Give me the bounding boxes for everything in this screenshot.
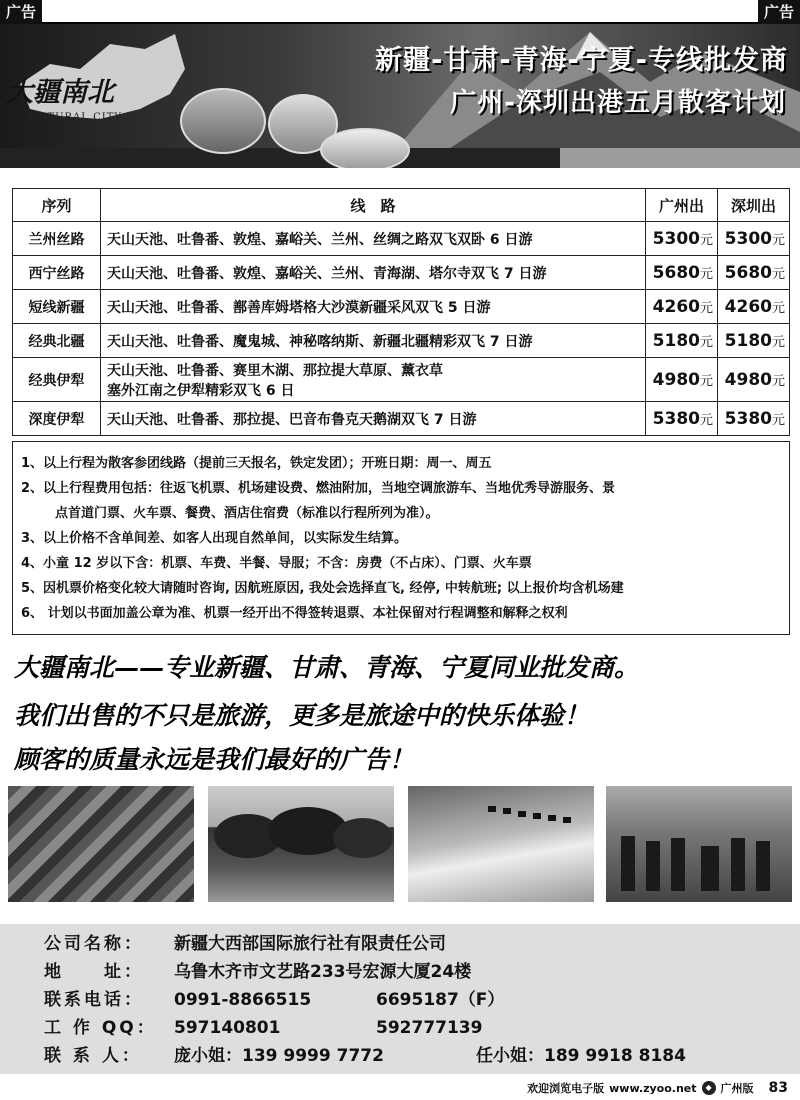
person-row: 联 系 人： 庞小姐：139 9999 7772 任小姐：189 9918 8184 (44, 1042, 800, 1070)
header-shenzhen: 深圳出 (718, 189, 790, 222)
price-shenzhen: 4260元 (718, 290, 790, 324)
header-guangzhou: 广州出 (646, 189, 718, 222)
qq-1: 597140801 (174, 1018, 281, 1038)
route-description: 天山天池、吐鲁番、敦煌、嘉峪关、兰州、青海湖、塔尔寺双飞 7 日游 (101, 256, 646, 290)
price-shenzhen: 5680元 (718, 256, 790, 290)
price-guangzhou: 5300元 (646, 222, 718, 256)
photo-strip (8, 786, 792, 906)
note-item: 6、 计划以书面加盖公章为准、机票一经开出不得签转退票、本社保留对行程调整和解释之权利 (21, 606, 568, 621)
ad-label-left: 广告 (0, 0, 42, 24)
headline-routes: 新疆-甘肃-青海-宁夏-专线批发商 (375, 45, 788, 76)
price-shenzhen: 4980元 (718, 358, 790, 402)
kebab-photo (8, 786, 194, 902)
route-name: 深度伊犁 (13, 402, 101, 436)
route-description: 天山天池、吐鲁番、赛里木湖、那拉提大草原、薰衣草 塞外江南之伊犁精彩双飞 6 日 (101, 358, 646, 402)
footer-site[interactable]: www.zyoo.net (609, 1081, 697, 1095)
header-route: 线 路 (101, 189, 646, 222)
route-name: 短线新疆 (13, 290, 101, 324)
slogan-quality: 顾客的质量永远是我们最好的广告！ (14, 745, 415, 774)
route-description: 天山天池、吐鲁番、敦煌、嘉峪关、兰州、丝绸之路双飞双卧 6 日游 (101, 222, 646, 256)
footer-welcome: 欢迎浏览电子版 (527, 1082, 605, 1095)
terms-notes (12, 441, 790, 635)
price-guangzhou: 4980元 (646, 358, 718, 402)
price-guangzhou: 5180元 (646, 324, 718, 358)
company-row: 公司名称： 新疆大西部国际旅行社有限责任公司 (44, 930, 800, 958)
price-shenzhen: 5180元 (718, 324, 790, 358)
address-row: 地 址： 乌鲁木齐市文艺路233号宏源大厦24楼 (44, 958, 800, 986)
route-description: 天山天池、吐鲁番、鄯善库姆塔格大沙漠新疆采风双飞 5 日游 (101, 290, 646, 324)
note-item: 4、小童 12 岁以下含：机票、车费、半餐、导服；不含：房费（不占床）、门票、火车票 (21, 556, 532, 571)
contact-person-1: 庞小姐：139 9999 7772 (174, 1046, 384, 1066)
dancers-icon (606, 786, 792, 902)
table-row (13, 324, 790, 358)
page-footer (527, 1080, 788, 1096)
logo-subtitle: NATURAL CITY (30, 112, 122, 123)
slogan-wholesaler: 大疆南北——专业新疆、甘肃、青海、宁夏同业批发商。 (14, 653, 640, 682)
table-row (13, 290, 790, 324)
table-row (13, 402, 790, 436)
header-seq: 序列 (13, 189, 101, 222)
desert-camel-photo (408, 786, 594, 902)
footer-edition: 广州版 (720, 1082, 754, 1095)
price-guangzhou: 5380元 (646, 402, 718, 436)
snow-mountain-thumbnail (320, 128, 410, 168)
note-item: 3、以上价格不含单间差、如客人出现自然单间，以实际发生结算。 (21, 531, 408, 546)
camel-caravan-icon (408, 786, 594, 902)
forest-thumbnail (180, 88, 266, 154)
price-guangzhou: 5680元 (646, 256, 718, 290)
company-name: 新疆大西部国际旅行社有限责任公司 (174, 934, 446, 954)
table-row (13, 256, 790, 290)
route-name: 经典伊犁 (13, 358, 101, 402)
note-item: 5、因机票价格变化较大请随时咨询, 因航班原因, 我处会选择直飞, 经停, 中转航班; 以上报价均含机场建 (21, 581, 624, 596)
contact-info (0, 924, 800, 1074)
route-name: 兰州丝路 (13, 222, 101, 256)
ad-label-right: 广告 (758, 0, 800, 24)
phone: 0991-8866515 (174, 990, 312, 1010)
route-price-table (12, 188, 790, 436)
price-shenzhen: 5380元 (718, 402, 790, 436)
headline-plan: 广州-深圳出港五月散客计划 (450, 88, 786, 118)
phone-row: 联系电话： 0991-8866515 6695187（F） (44, 986, 800, 1014)
route-name: 西宁丝路 (13, 256, 101, 290)
table-row (13, 222, 790, 256)
route-description: 天山天池、吐鲁番、那拉提、巴音布鲁克天鹅湖双飞 7 日游 (101, 402, 646, 436)
slogan-experience: 我们出售的不只是旅游，更多是旅途中的快乐体验！ (14, 701, 590, 730)
poplar-forest-photo (208, 786, 394, 902)
price-shenzhen: 5300元 (718, 222, 790, 256)
page-number: 83 (768, 1080, 788, 1096)
price-guangzhou: 4260元 (646, 290, 718, 324)
magazine-badge-icon: ◆ (702, 1081, 716, 1095)
note-item: 2、以上行程费用包括：往返飞机票、机场建设费、燃油附加，当地空调旅游车、当地优秀导游服务、景 (21, 481, 616, 496)
folk-dancers-photo (606, 786, 792, 902)
trees-icon (208, 786, 394, 902)
route-name: 经典北疆 (13, 324, 101, 358)
qq-row: 工 作 QQ： 597140801 592777139 (44, 1014, 800, 1042)
route-description: 天山天池、吐鲁番、魔鬼城、神秘喀纳斯、新疆北疆精彩双飞 7 日游 (101, 324, 646, 358)
address: 乌鲁木齐市文艺路233号宏源大厦24楼 (174, 962, 472, 982)
banner (0, 22, 800, 168)
note-item: 点首道门票、火车票、餐费、酒店住宿费（标准以行程所列为准）。 (55, 506, 439, 521)
contact-person-2: 任小姐：189 9918 8184 (476, 1046, 686, 1066)
table-row (13, 358, 790, 402)
qq-2: 592777139 (376, 1018, 483, 1038)
logo-text: 大疆南北 (6, 77, 114, 108)
fax: 6695187（F） (376, 990, 505, 1010)
note-item: 1、以上行程为散客参团线路（提前三天报名，铁定发团）；开班日期：周一、周五 (21, 456, 492, 471)
table-header-row (13, 189, 790, 222)
